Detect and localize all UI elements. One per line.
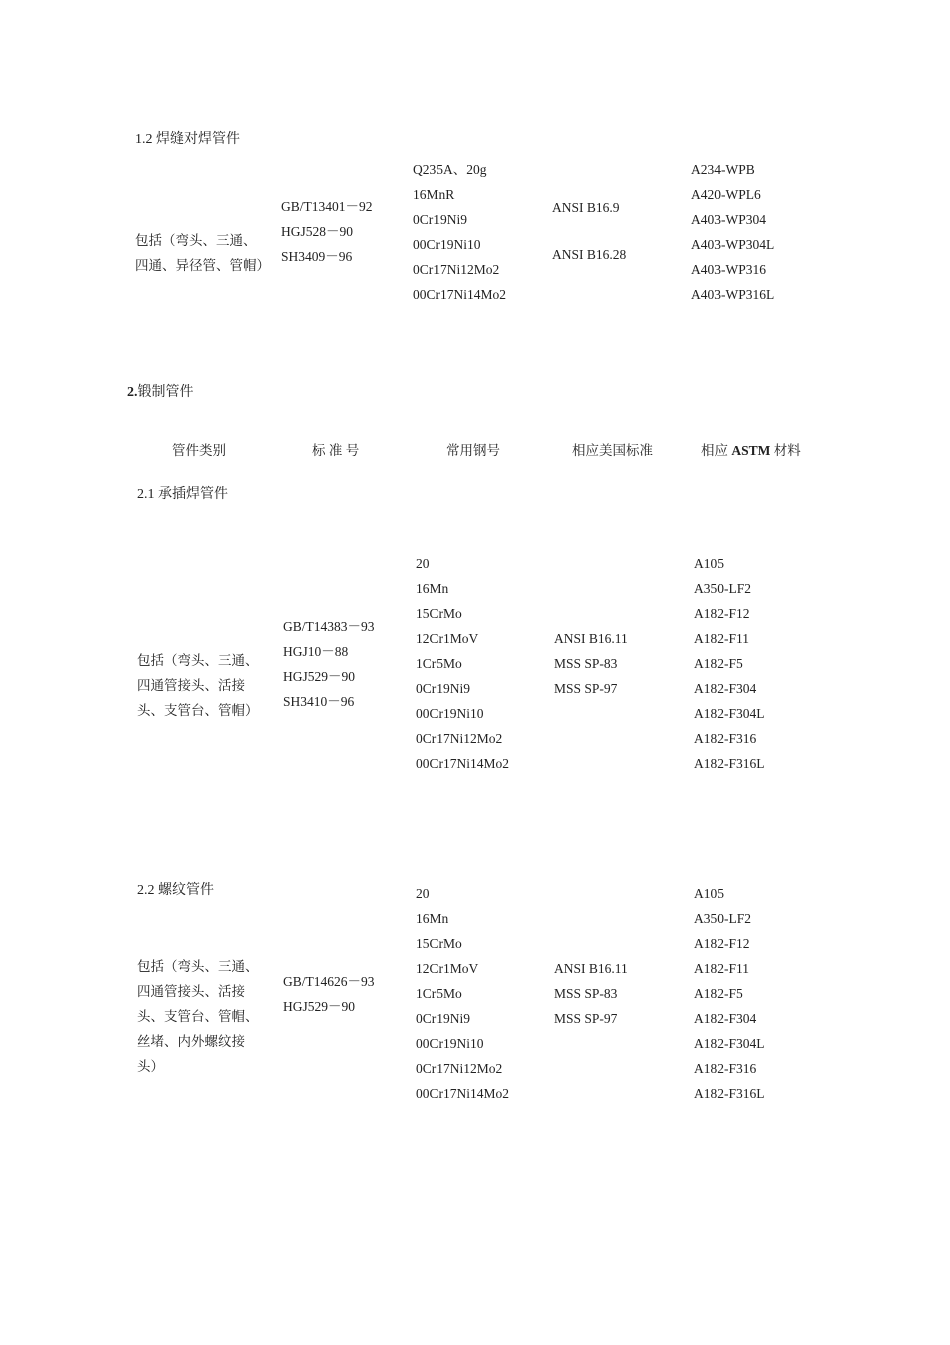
s22-astm-item: A182-F5	[694, 986, 743, 1001]
s22-astm-item: A182-F316	[694, 1061, 757, 1076]
s22-astm-item: A350-LF2	[694, 911, 751, 926]
s12-standard: GB/T13401－92	[281, 199, 373, 214]
s12-category-line: 四通、异径管、管帽）	[135, 258, 270, 273]
s12-astm-item: A234-WPB	[691, 162, 755, 177]
s22-steel: 00Cr19Ni10	[416, 1036, 484, 1051]
header-astm-suffix: 材料	[773, 443, 801, 458]
s22-category-line: 包括（弯头、三通、	[137, 959, 259, 974]
s22-us-standards	[554, 956, 628, 1031]
s22-astm-item: A182-F11	[694, 961, 750, 976]
s22-category	[137, 954, 259, 1079]
s21-steel: 0Cr19Ni9	[416, 681, 470, 696]
s22-steel: 1Cr5Mo	[416, 986, 462, 1001]
s12-astm	[691, 157, 774, 307]
s21-astm-item: A182-F304	[694, 681, 757, 696]
s21-standard: SH3410－96	[283, 694, 355, 709]
s12-astm-item: A403-WP316	[691, 262, 766, 277]
s22-steel: 15CrMo	[416, 936, 462, 951]
header-astm-bold: ASTM	[731, 443, 771, 458]
s12-category	[135, 228, 270, 278]
s21-steel: 0Cr17Ni12Mo2	[416, 731, 503, 746]
s22-steel: 20	[416, 886, 430, 901]
section-2-2-title: 2.2 螺纹管件	[137, 883, 214, 898]
s21-astm-item: A182-F11	[694, 631, 750, 646]
s12-steel: 00Cr19Ni10	[413, 237, 481, 252]
s22-steels	[416, 881, 509, 1106]
s12-steel: 0Cr17Ni12Mo2	[413, 262, 500, 277]
s21-standard: GB/T14383－93	[283, 619, 375, 634]
s12-steel: Q235A、20g	[413, 162, 487, 177]
s12-astm-item: A403-WP304L	[691, 237, 775, 252]
s21-category	[137, 648, 259, 723]
s21-astm-item: A182-F304L	[694, 706, 765, 721]
s21-category-line: 包括（弯头、三通、	[137, 653, 259, 668]
s22-astm-item: A182-F12	[694, 936, 750, 951]
s12-steel: 00Cr17Ni14Mo2	[413, 287, 507, 302]
s21-steel: 16Mn	[416, 581, 449, 596]
section-1-2-title: 1.2 焊缝对焊管件	[135, 132, 240, 147]
s21-standards	[283, 614, 375, 714]
s21-steel: 00Cr19Ni10	[416, 706, 484, 721]
s21-astm-item: A182-F316	[694, 731, 757, 746]
s22-category-line: 头）	[137, 1059, 164, 1074]
s22-astm	[694, 881, 765, 1106]
s12-us-standard: ANSI B16.9	[552, 200, 620, 215]
s22-astm-item: A182-F304L	[694, 1036, 765, 1051]
header-category: 管件类别	[172, 443, 226, 458]
s21-steel: 1Cr5Mo	[416, 656, 462, 671]
s21-steel: 12Cr1MoV	[416, 631, 479, 646]
section-2-number: 2.	[127, 385, 138, 400]
s12-category-line: 包括（弯头、三通、	[135, 233, 257, 248]
s22-us-standard: ANSI B16.11	[554, 961, 628, 976]
s22-astm-item: A182-F316L	[694, 1086, 765, 1101]
s22-astm-item: A105	[694, 886, 724, 901]
s21-steel: 00Cr17Ni14Mo2	[416, 756, 510, 771]
section-2-title	[127, 381, 194, 401]
s21-standard: HGJ10－88	[283, 644, 349, 659]
header-us-standard: 相应美国标准	[572, 443, 653, 458]
section-2-text: 锻制管件	[137, 385, 194, 400]
s22-standard: HGJ529－90	[283, 999, 356, 1014]
s12-steel: 16MnR	[413, 187, 455, 202]
s22-steel: 16Mn	[416, 911, 449, 926]
s22-standards	[283, 969, 375, 1019]
s22-category-line: 头、支管台、管帽、	[137, 1009, 259, 1024]
s22-steel: 12Cr1MoV	[416, 961, 479, 976]
s12-astm-item: A403-WP316L	[691, 287, 775, 302]
s21-steel: 15CrMo	[416, 606, 462, 621]
s12-standards	[281, 194, 373, 269]
s12-steel: 0Cr19Ni9	[413, 212, 467, 227]
s22-us-standard: MSS SP-83	[554, 986, 618, 1001]
s21-category-line: 头、支管台、管帽）	[137, 703, 259, 718]
s12-astm-item: A420-WPL6	[691, 187, 761, 202]
header-astm-prefix: 相应	[701, 443, 728, 458]
s21-us-standards	[554, 626, 628, 701]
header-steel: 常用钢号	[446, 443, 500, 458]
s22-category-line: 四通管接头、活接	[137, 984, 245, 999]
s21-astm-item: A105	[694, 556, 724, 571]
header-astm	[701, 439, 801, 459]
s21-astm-item: A182-F5	[694, 656, 743, 671]
s21-category-line: 四通管接头、活接	[137, 678, 245, 693]
s21-us-standard: MSS SP-97	[554, 681, 618, 696]
s21-steels	[416, 551, 509, 776]
s22-astm-item: A182-F304	[694, 1011, 757, 1026]
s22-us-standard: MSS SP-97	[554, 1011, 618, 1026]
s22-category-line: 丝堵、内外螺纹接	[137, 1034, 245, 1049]
s22-steel: 0Cr19Ni9	[416, 1011, 470, 1026]
s21-standard: HGJ529－90	[283, 669, 356, 684]
s21-astm-item: A182-F12	[694, 606, 750, 621]
s12-us-standard: ANSI B16.28	[552, 247, 627, 262]
s12-astm-item: A403-WP304	[691, 212, 766, 227]
s21-us-standard: MSS SP-83	[554, 656, 618, 671]
s22-steel: 00Cr17Ni14Mo2	[416, 1086, 510, 1101]
s21-astm-item: A182-F316L	[694, 756, 765, 771]
s21-steel: 20	[416, 556, 430, 571]
header-standard: 标 准 号	[312, 443, 360, 458]
s22-steel: 0Cr17Ni12Mo2	[416, 1061, 503, 1076]
s21-astm-item: A350-LF2	[694, 581, 751, 596]
s12-standard: HGJ528－90	[281, 224, 354, 239]
s22-standard: GB/T14626－93	[283, 974, 375, 989]
section-2-1-title: 2.1 承插焊管件	[137, 487, 228, 502]
s21-astm	[694, 551, 765, 776]
s21-us-standard: ANSI B16.11	[554, 631, 628, 646]
s12-steels	[413, 157, 506, 307]
s12-standard: SH3409－96	[281, 249, 353, 264]
